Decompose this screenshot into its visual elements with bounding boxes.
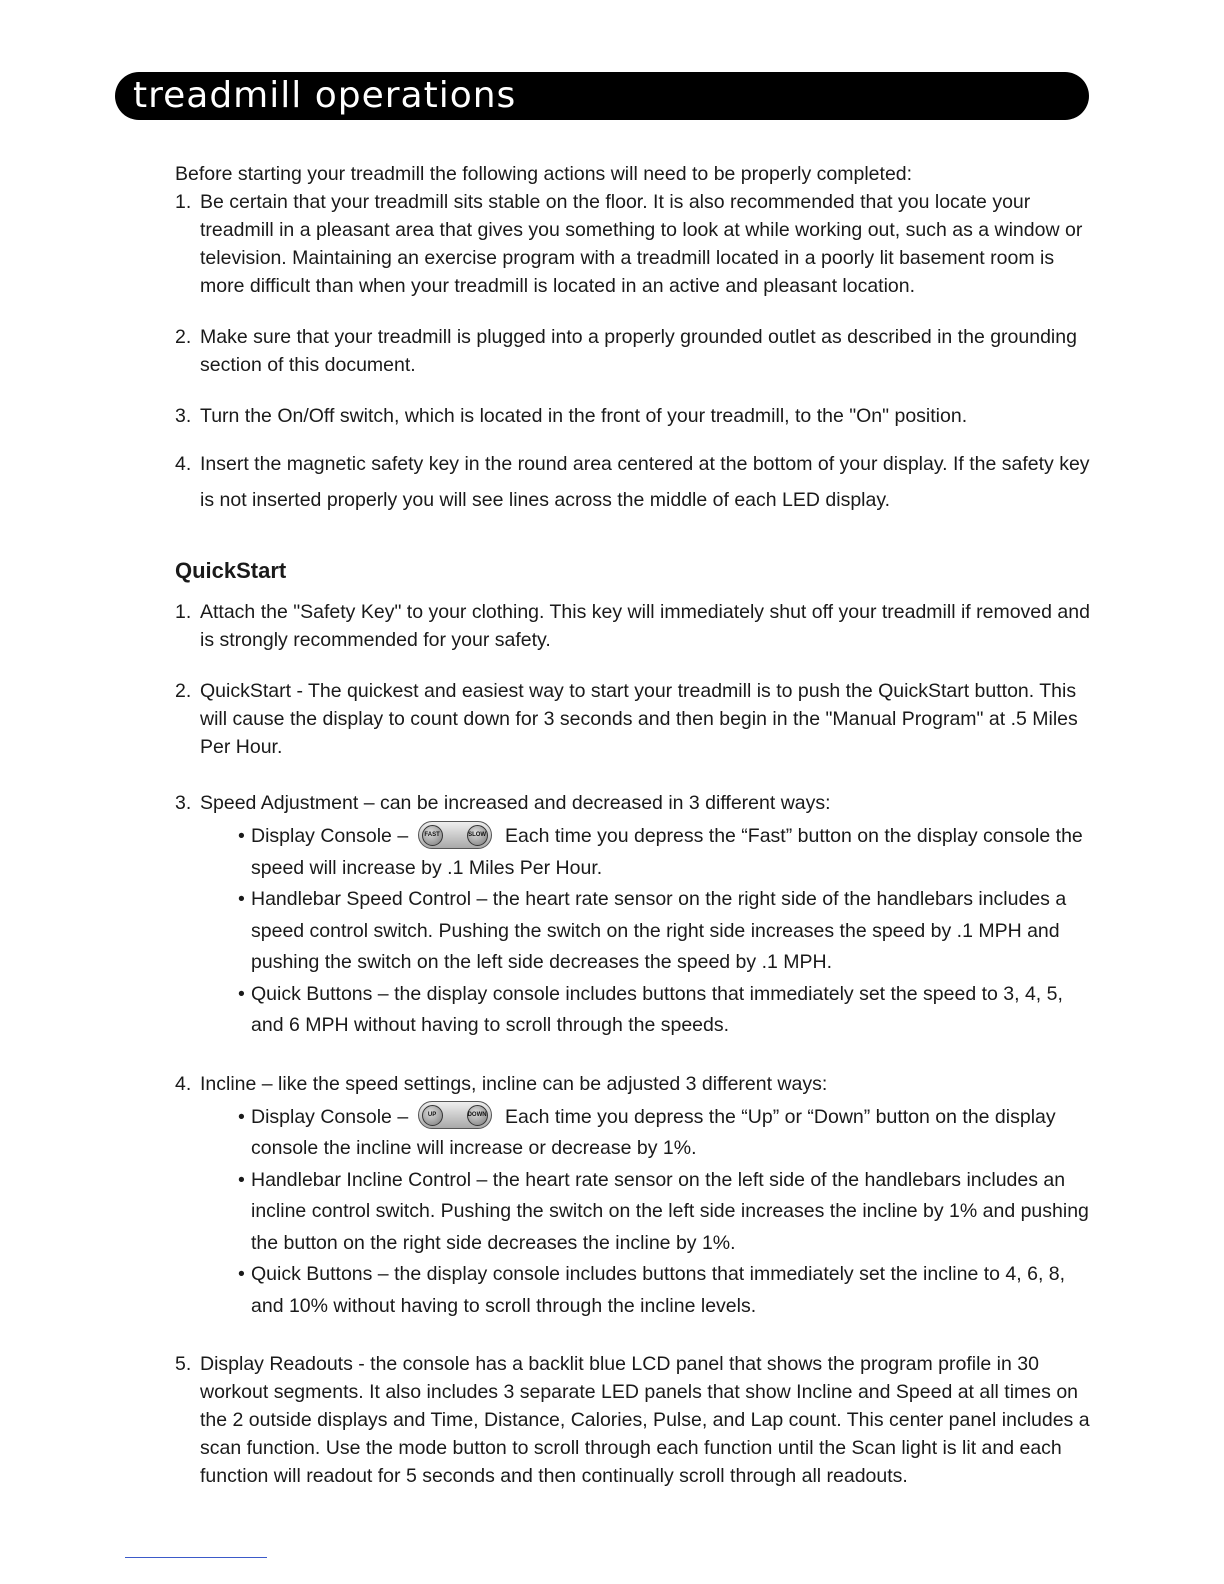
bullet-text: Quick Buttons – the display console includes buttons that immediately set the speed to 3, 4, 5, and 6 MPH without having to scroll through the speeds. (251, 982, 1063, 1036)
section-title: treadmill operations (133, 75, 517, 116)
fast-button-icon: FAST (422, 825, 443, 846)
step-number: 2. (175, 680, 192, 702)
setup-step-3 (175, 402, 1095, 430)
quickstart-step-1 (175, 598, 1095, 654)
quickstart-steps-list (175, 598, 1095, 1490)
step-text: QuickStart - The quickest and easiest way to start your treadmill is to push the QuickStart button. This will cause the display to count down for 3 seconds and then begin in the "Manual Program" at .5 Miles Per Hour. (200, 680, 1078, 758)
step-number: 3. (175, 405, 192, 427)
bullet-icon: • (238, 982, 245, 1005)
step-text: Speed Adjustment – can be increased and decreased in 3 different ways: (200, 792, 831, 814)
up-down-button-graphic (418, 1101, 492, 1129)
list-item (238, 821, 1095, 884)
step-number: 4. (175, 1072, 192, 1095)
footer-divider (125, 1557, 267, 1558)
step-number: 1. (175, 191, 192, 213)
setup-step-1 (175, 188, 1095, 300)
quickstart-heading: QuickStart (175, 558, 287, 583)
step-text: Be certain that your treadmill sits stable on the floor. It is also recommended that you locate your treadmill in a pleasant area that gives you something to look at while working out, such as a window or television. Maintaining an exercise program with a treadmill located in a poorly lit basement room is more difficult than when your treadmill is located in an active and pleasant location. (200, 191, 1083, 297)
bullet-icon: • (238, 1168, 245, 1191)
step-text: Insert the magnetic safety key in the round area centered at the bottom of your display. If the safety key is not inserted properly you will see lines across the middle of each LED display. (200, 453, 1090, 511)
bullet-icon: • (238, 825, 245, 847)
quickstart-step-2 (175, 677, 1095, 761)
step-text: Make sure that your treadmill is plugged into a properly grounded outlet as described in the grounding section of this document. (200, 326, 1077, 376)
bullet-label: Display Console – (251, 1105, 409, 1128)
bullet-label: Display Console – (251, 825, 409, 847)
speed-methods-list (200, 821, 1095, 1042)
quickstart-step-4 (175, 1070, 1095, 1323)
bullet-text: Handlebar Incline Control – the heart rate sensor on the left side of the handlebars includes an incline control switch. Pushing the switch on the left side increases the incline by 1% and pushing the button on the right side decreases the incline by 1%. (251, 1168, 1089, 1254)
bullet-icon: • (238, 1263, 245, 1285)
incline-methods-list (200, 1102, 1095, 1323)
page-content (175, 160, 1095, 1490)
down-button-icon: DOWN (467, 1105, 488, 1126)
step-number: 1. (175, 601, 192, 623)
up-button-icon: UP (422, 1105, 443, 1126)
fast-slow-button-graphic (418, 821, 492, 849)
bullet-text: Each time you depress the “Up” or “Down” button on the display console the incline will increase or decrease by 1%. (251, 1105, 1056, 1159)
step-number: 3. (175, 792, 192, 814)
setup-steps-list (175, 188, 1095, 518)
intro-text: Before starting your treadmill the following actions will need to be properly completed: (175, 163, 913, 185)
step-number: 4. (175, 453, 192, 475)
list-item (238, 884, 1095, 979)
list-item (238, 1259, 1095, 1322)
step-number: 2. (175, 326, 192, 348)
bullet-text: Each time you depress the “Fast” button on the display console the speed will increase by .1 Miles Per Hour. (251, 825, 1083, 879)
list-item (238, 1102, 1095, 1165)
list-item (238, 979, 1095, 1042)
list-item (238, 1165, 1095, 1260)
bullet-icon: • (238, 888, 245, 910)
bullet-text: Quick Buttons – the display console includes buttons that immediately set the incline to 4, 6, 8, and 10% without having to scroll through the incline levels. (251, 1263, 1066, 1317)
setup-step-2 (175, 323, 1095, 379)
bullet-text: Handlebar Speed Control – the heart rate sensor on the right side of the handlebars includes a speed control switch. Pushing the switch on the right side increases the speed by .1 MPH and pushing the switch on the left side decreases the speed by .1 MPH. (251, 888, 1067, 973)
step-text: Display Readouts - the console has a backlit blue LCD panel that shows the program profile in 30 workout segments. It also includes 3 separate LED panels that show Incline and Speed at all times on the 2 outside displays and Time, Distance, Calories, Pulse, and Lap count. This center panel includes a scan function. Use the mode button to scroll through each function until the Scan light is lit and each function will readout for 5 seconds and then continually scroll through all readouts. (200, 1353, 1090, 1487)
quickstart-step-5 (175, 1350, 1095, 1490)
slow-button-icon: SLOW (467, 825, 488, 846)
step-number: 5. (175, 1353, 192, 1375)
step-text: Attach the "Safety Key" to your clothing. This key will immediately shut off your treadmill if removed and is strongly recommended for your safety. (200, 601, 1090, 651)
step-text: Incline – like the speed settings, incline can be adjusted 3 different ways: (200, 1072, 828, 1095)
quickstart-step-3 (175, 789, 1095, 1042)
bullet-icon: • (238, 1105, 245, 1128)
step-text: Turn the On/Off switch, which is located in the front of your treadmill, to the "On" position. (200, 405, 968, 427)
setup-step-4 (175, 446, 1095, 518)
section-header-banner (115, 72, 1089, 120)
